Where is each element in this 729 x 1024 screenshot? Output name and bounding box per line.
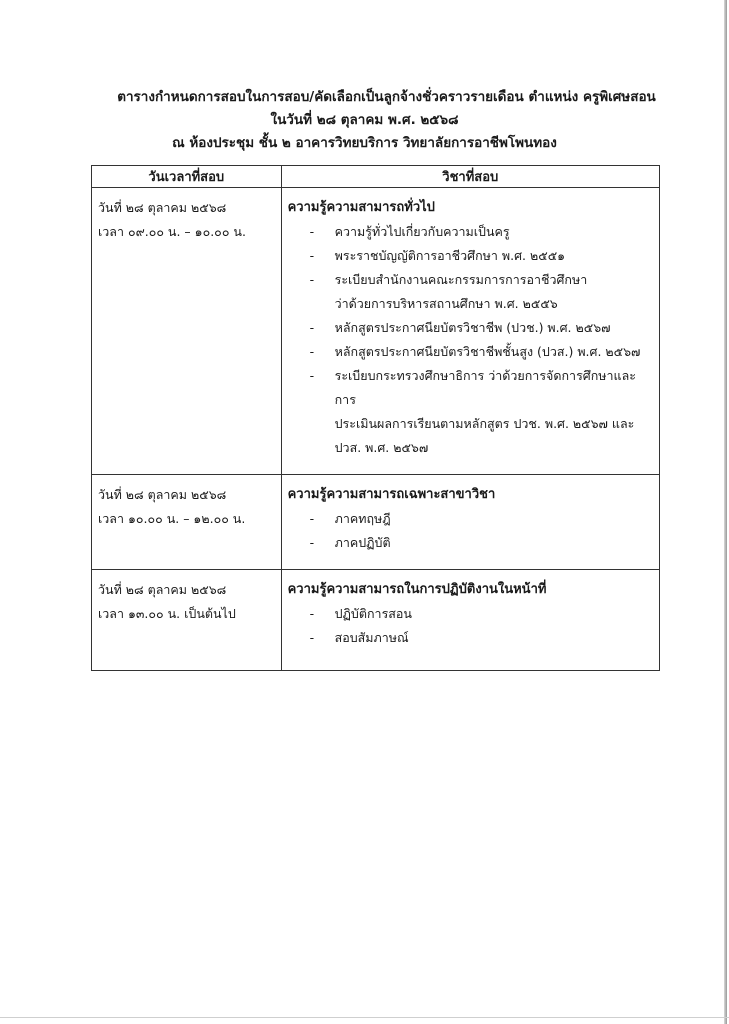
table-row (92, 570, 660, 671)
subject-title: ความรู้ความสามารถในการปฏิบัติงานในหน้าที่ (287, 582, 547, 597)
exam-date: วันที่ ๒๘ ตุลาคม ๒๕๖๘ (98, 200, 227, 215)
exam-time: เวลา ๑๓.๐๐ น. เป็นต้นไป (98, 606, 236, 621)
subject-title: ความรู้ความสามารถเฉพาะสาขาวิชา (287, 487, 496, 502)
list-item: - สอบสัมภาษณ์ (288, 626, 653, 650)
list-item: - ปฏิบัติการสอน (288, 602, 653, 626)
exam-date: วันที่ ๒๘ ตุลาคม ๒๕๖๘ (98, 582, 227, 597)
dash: - (309, 248, 315, 263)
dash: - (309, 511, 315, 526)
dash: - (309, 272, 315, 287)
column-header-time: วันเวลาที่สอบ (92, 166, 282, 188)
list-item: - ระเบียบกระทรวงศึกษาธิการ ว่าด้วยการจัดการศึกษาและการ ประเมินผลการเรียนตามหลักสูตร ปวช. พ.ศ. ๒๕๖๗ และ ปวส. พ.ศ. ๒๕๖๗ (288, 364, 653, 460)
topic-list (288, 220, 653, 460)
document-header (0, 86, 729, 155)
header-title: ตารางกำหนดการสอบในการสอบ/คัดเลือกเป็นลูกจ้างชั่วคราวรายเดือน ตำแหน่ง ครูพิเศษสอน (117, 89, 656, 105)
dash: - (309, 224, 315, 239)
list-item: - พระราชบัญญัติการอาชีวศึกษา พ.ศ. ๒๕๕๑ (288, 244, 653, 268)
list-item: - หลักสูตรประกาศนียบัตรวิชาชีพชั้นสูง (ปวส.) พ.ศ. ๒๕๖๗ (288, 340, 653, 364)
exam-time: เวลา ๑๐.๐๐ น. – ๑๒.๐๐ น. (98, 511, 246, 526)
table-row (92, 475, 660, 570)
dash: - (309, 344, 315, 359)
page-edge-bottom (0, 1017, 729, 1018)
time-cell (92, 188, 282, 475)
dash: - (309, 606, 315, 621)
subject-cell (281, 475, 659, 570)
list-item: - ความรู้ทั่วไปเกี่ยวกับความเป็นครู (288, 220, 653, 244)
subject-cell (281, 570, 659, 671)
subject-title: ความรู้ความสามารถทั่วไป (287, 200, 435, 215)
dash: - (309, 320, 315, 335)
list-item: - ภาคปฏิบัติ (288, 531, 653, 555)
list-item: - ระเบียบสำนักงานคณะกรรมการการอาชีวศึกษา ว่าด้วยการบริหารสถานศึกษา พ.ศ. ๒๕๕๖ (288, 268, 653, 316)
time-cell (92, 475, 282, 570)
time-cell (92, 570, 282, 671)
exam-date: วันที่ ๒๘ ตุลาคม ๒๕๖๘ (98, 487, 227, 502)
dash: - (309, 368, 315, 383)
list-item: - หลักสูตรประกาศนียบัตรวิชาชีพ (ปวช.) พ.ศ. ๒๕๖๗ (288, 316, 653, 340)
topic-list (288, 602, 653, 650)
column-header-subject: วิชาที่สอบ (281, 166, 659, 188)
topic-list (288, 507, 653, 555)
dash: - (309, 630, 315, 645)
subject-cell (281, 188, 659, 475)
table-row (92, 188, 660, 475)
header-date: ในวันที่ ๒๘ ตุลาคม พ.ศ. ๒๕๖๘ (270, 112, 459, 128)
list-item: - ภาคทฤษฎี (288, 507, 653, 531)
exam-time: เวลา ๐๙.๐๐ น. – ๑๐.๐๐ น. (98, 224, 246, 239)
table-header-row (92, 166, 660, 188)
dash: - (309, 535, 315, 550)
header-location: ณ ห้องประชุม ชั้น ๒ อาคารวิทยบริการ วิทยาลัยการอาชีพโพนทอง (172, 135, 557, 151)
exam-schedule-table (91, 165, 660, 671)
